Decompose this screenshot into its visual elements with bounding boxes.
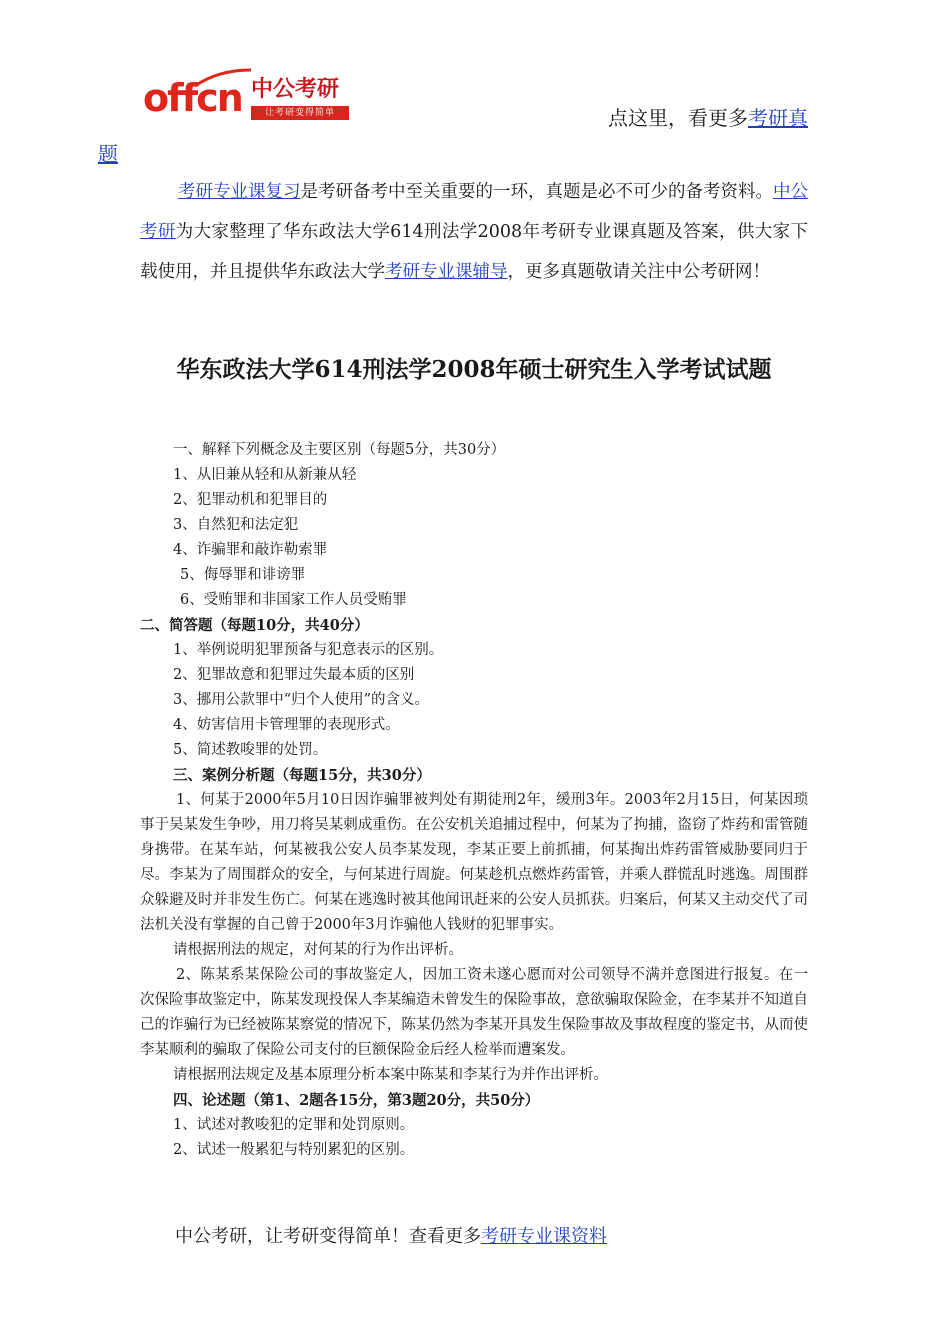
- case1-text: 1、何某于2000年5月10日因诈骗罪被判处有期徒刑2年，缓刑3年。2003年2月15日，何某因琐事于吴某发生争吵，用刀将吴某刺成重伤。在公安机关追捕过程中，何某为了拘捕，盗窃了炸药和雷管随身携带。在某车站，何某被我公安人员李某发现，李某正要上前抓捕，何某掏出炸药雷管威胁要同归于尽。李某为了周围群众的安全，与何某进行周旋。何某趁机点燃炸药雷管，并乘人群慌乱时逃逸。周围群众躲避及时并非发生伤亡。何某在逃逸时被其他闻讯赶来的公安人员抓获。归案后，何某又主动交代了司法机关没有掌握的自己曾于2000年3月诈骗他人钱财的犯罪事实。: [140, 792, 808, 933]
- exam-body: [140, 438, 808, 1163]
- link-course-review[interactable]: 考研专业课复习: [178, 182, 301, 202]
- section2-item: 4、妨害信用卡管理罪的表现形式。: [173, 717, 400, 733]
- section2-item: 5、简述教唆罪的处罚。: [173, 742, 328, 758]
- case2-question: 请根据刑法规定及基本原理分析本案中陈某和李某行为并作出评析。: [173, 1067, 608, 1083]
- section2-item: 2、犯罪故意和犯罪过失最本质的区别: [173, 667, 415, 683]
- section3-heading: 三、案例分析题（每题15分，共30分）: [173, 767, 431, 784]
- section1-item: 4、诈骗罪和敲诈勒索罪: [173, 542, 328, 558]
- section2-heading: 二、简答题（每题10分，共40分）: [140, 617, 369, 634]
- section1-item: 1、从旧兼从轻和从新兼从轻: [173, 467, 357, 483]
- exam-title: 华东政法大学614刑法学2008年硕士研究生入学考试试题: [176, 356, 772, 383]
- header-link-exam-questions-cont[interactable]: 题: [98, 142, 118, 166]
- section2-item: 3、挪用公款罪中“归个人使用”的含义。: [173, 692, 430, 708]
- intro-text-2: 为大家整理了华东政法大学614刑法学2008年考研专业课真题及答案，供大家下载使用，并且提供华东政法大学: [140, 222, 809, 282]
- intro-text-1: 是考研备考中至关重要的一环，真题是必不可少的备考资料。: [300, 182, 773, 202]
- header-link-exam-questions[interactable]: 考研真: [748, 106, 808, 130]
- intro-text-3: ，更多真题敬请关注中公考研网！: [507, 262, 770, 282]
- header-prefix: 点这里，看更多: [608, 106, 748, 130]
- section1-item: 3、自然犯和法定犯: [173, 517, 299, 533]
- case2-text: 2、陈某系某保险公司的事故鉴定人，因加工资未遂心愿而对公司领导不满并意图进行报复。在一次保险事故鉴定中，陈某发现投保人李某编造未曾发生的保险事故，意欲骗取保险金，在李某并不知道自己的诈骗行为已经被陈某察觉的情况下，陈某仍然为李某开具发生保险事故及事故程度的鉴定书，从而使李某顺利的骗取了保险公司支付的巨额保险金后经人检举而遭案发。: [140, 967, 808, 1058]
- link-course-tutoring[interactable]: 考研专业课辅导: [385, 262, 508, 282]
- section4-item: 1、试述对教唆犯的定罪和处罚原则。: [173, 1117, 415, 1133]
- logo-slogan: 让考研变得简单: [251, 106, 349, 120]
- case1-question: 请根据刑法的规定，对何某的行为作出评析。: [173, 942, 463, 958]
- section4-item: 2、试述一般累犯与特别累犯的区别。: [173, 1142, 415, 1158]
- footer-promo: [175, 1222, 607, 1252]
- section4-heading: 四、论述题（第1、2题各15分，第3题20分，共50分）: [173, 1092, 540, 1109]
- link-offcn[interactable]: 中公考研: [140, 182, 808, 242]
- section1-heading: 一、解释下列概念及主要区别（每题5分，共30分）: [173, 442, 506, 458]
- section1-item: 6、受贿罪和非国家工作人员受贿罪: [180, 592, 407, 608]
- section2-item: 1、举例说明犯罪预备与犯意表示的区别。: [173, 642, 444, 658]
- logo-name: 中公考研: [251, 77, 340, 102]
- footer-link-course-materials[interactable]: 考研专业课资料: [481, 1226, 607, 1247]
- header-promo: [98, 100, 808, 172]
- section1-item: 5、侮辱罪和诽谤罪: [180, 567, 306, 583]
- section1-item: 2、犯罪动机和犯罪目的: [173, 492, 328, 508]
- logo-brand: offcn: [143, 76, 242, 120]
- intro-paragraph: [140, 172, 808, 292]
- footer-text: 中公考研，让考研变得简单！查看更多: [175, 1226, 481, 1247]
